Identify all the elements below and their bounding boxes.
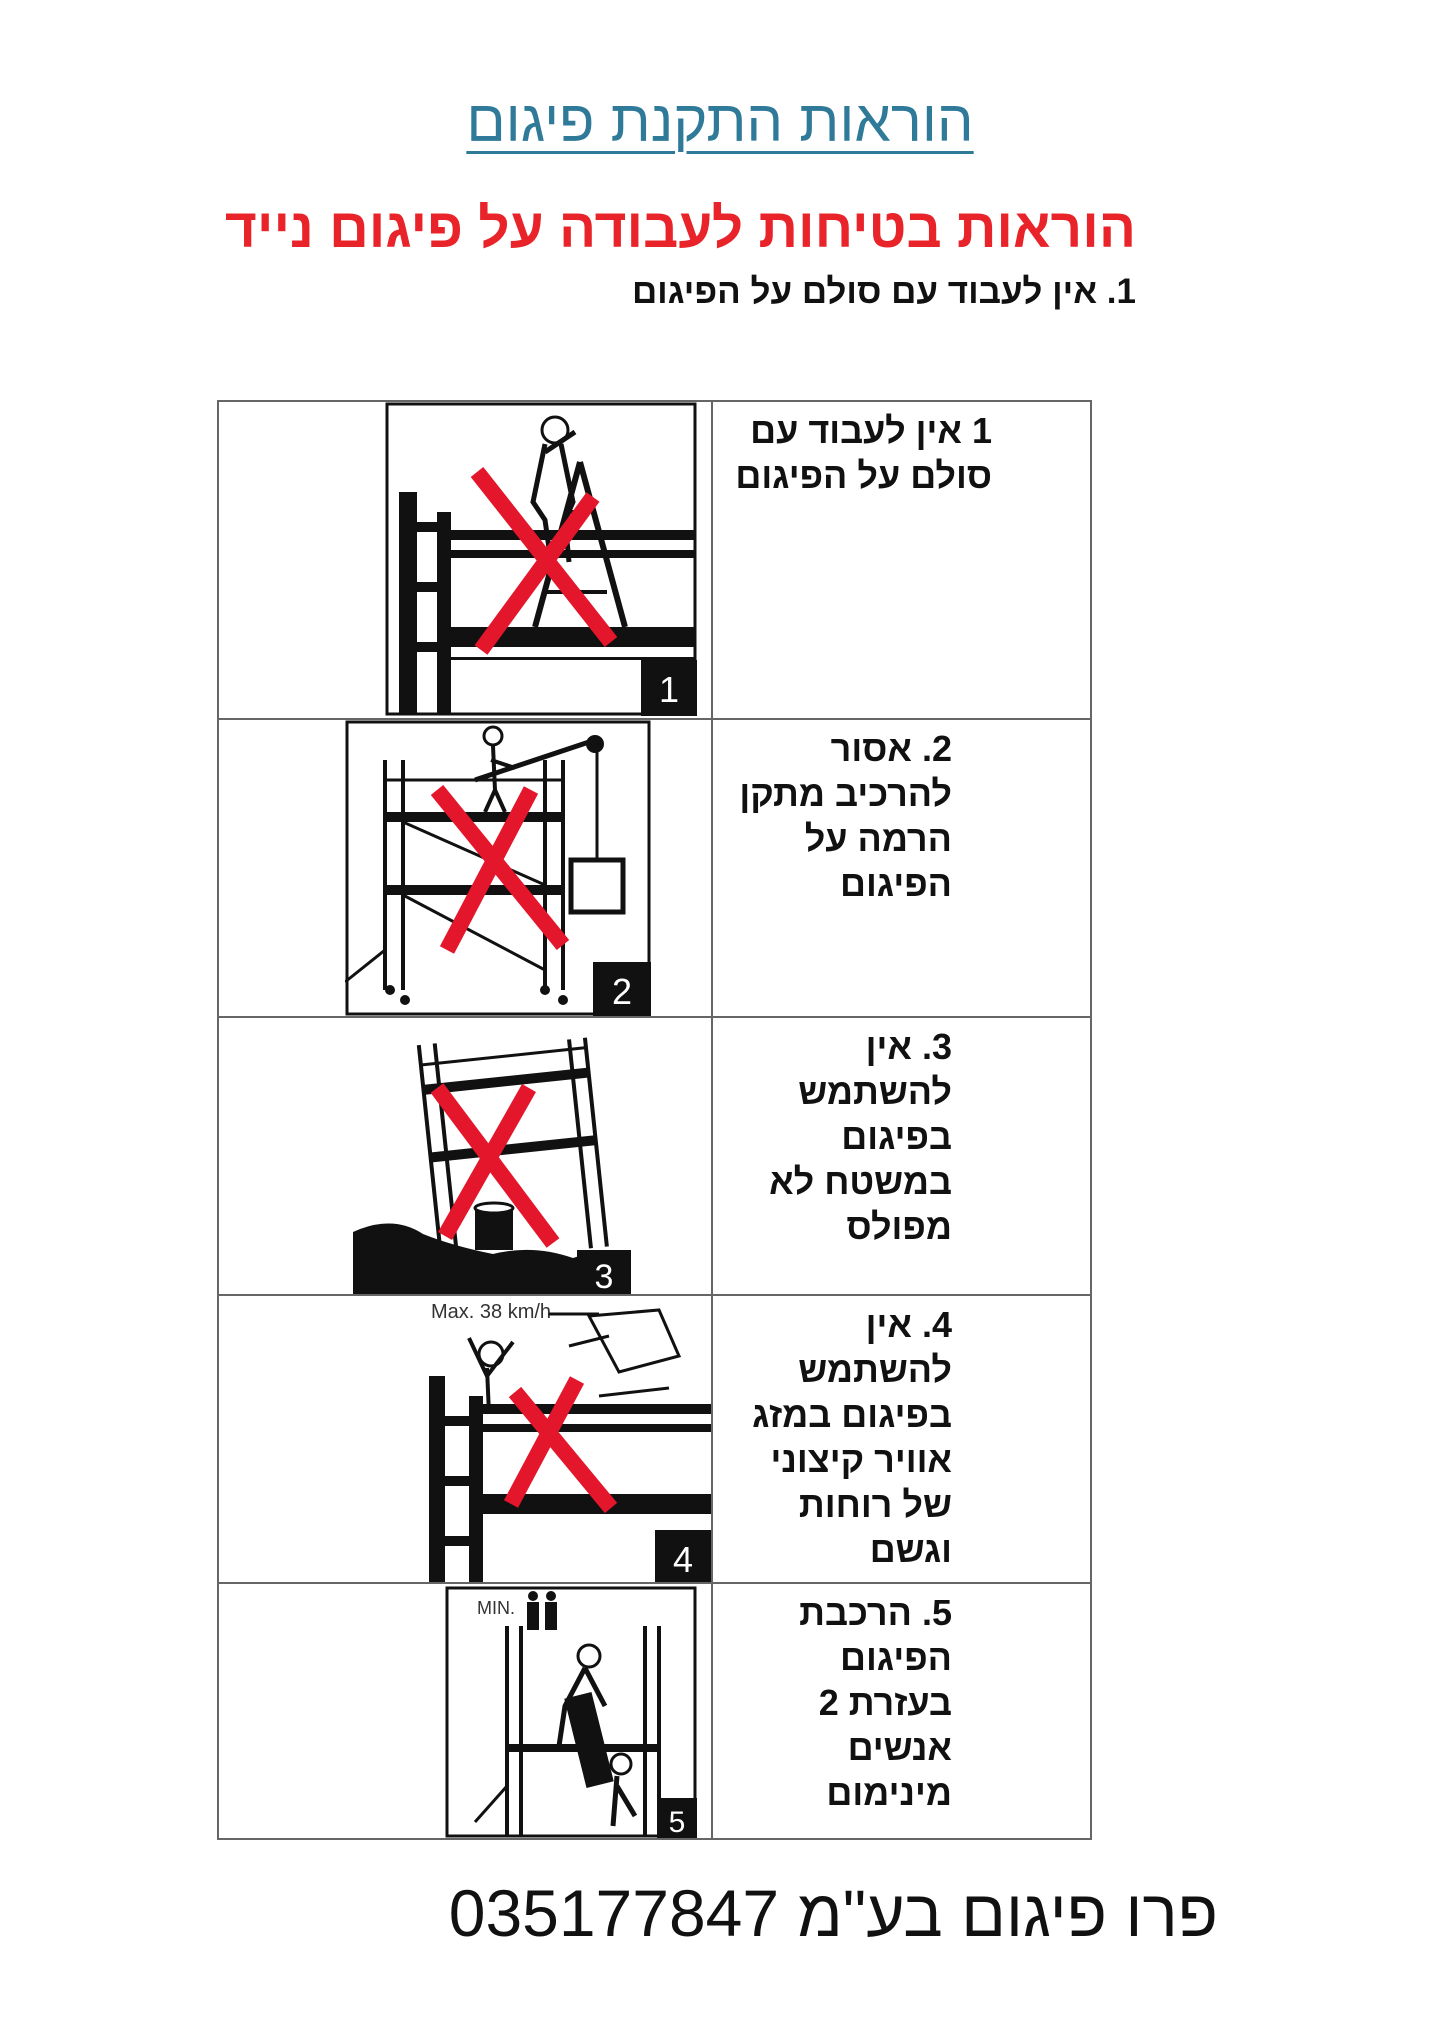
ladder-on-scaffold-pictogram <box>385 402 697 716</box>
pictogram-badge-1: 1 <box>658 669 680 710</box>
min-label: MIN. <box>477 1598 515 1618</box>
rule-row-4 <box>219 1294 1090 1584</box>
rule-text-2: 2. אסור להרכיב מתקן הרמה על הפיגום <box>739 728 952 904</box>
rule-row-2 <box>219 718 1090 1018</box>
rule-text-1: 1 אין לעבוד עם סולם על הפיגום <box>735 410 992 496</box>
pictogram-badge-4: 4 <box>672 1539 694 1580</box>
uneven-ground-pictogram <box>353 1018 631 1294</box>
intro-line: 1. אין לעבוד עם סולם על הפיגום <box>631 272 1136 311</box>
rule-row-5 <box>219 1582 1090 1840</box>
safety-heading: הוראות בטיחות לעבודה על פיגום נייד <box>224 197 1136 259</box>
two-person-assembly-pictogram <box>445 1586 697 1838</box>
hoist-on-scaffold-pictogram <box>345 720 651 1016</box>
rule-text-5: 5. הרכבת הפיגום בעזרת 2 אנשים מינימום <box>799 1592 952 1813</box>
strong-wind-pictogram <box>429 1296 711 1582</box>
pictogram-badge-2: 2 <box>611 971 633 1012</box>
page-title: הוראות התקנת פיגום <box>466 89 974 154</box>
pictogram-badge-3: 3 <box>594 1258 614 1294</box>
rules-table <box>217 400 1092 1840</box>
rule-row-3 <box>219 1016 1090 1296</box>
rule-row-1 <box>219 402 1090 718</box>
company-footer: פרו פיגום בע"מ 035177847 <box>448 1876 1218 1950</box>
rule-text-4: 4. אין להשתמש בפיגום במזג אוויר קיצוני של רוחות וגשם <box>752 1304 952 1570</box>
rule-text-3: 3. אין להשתמש בפיגום במשטח לא מפולס <box>769 1026 952 1247</box>
pictogram-badge-5: 5 <box>668 1806 686 1838</box>
wind-speed-label: Max. 38 km/h <box>431 1301 552 1323</box>
